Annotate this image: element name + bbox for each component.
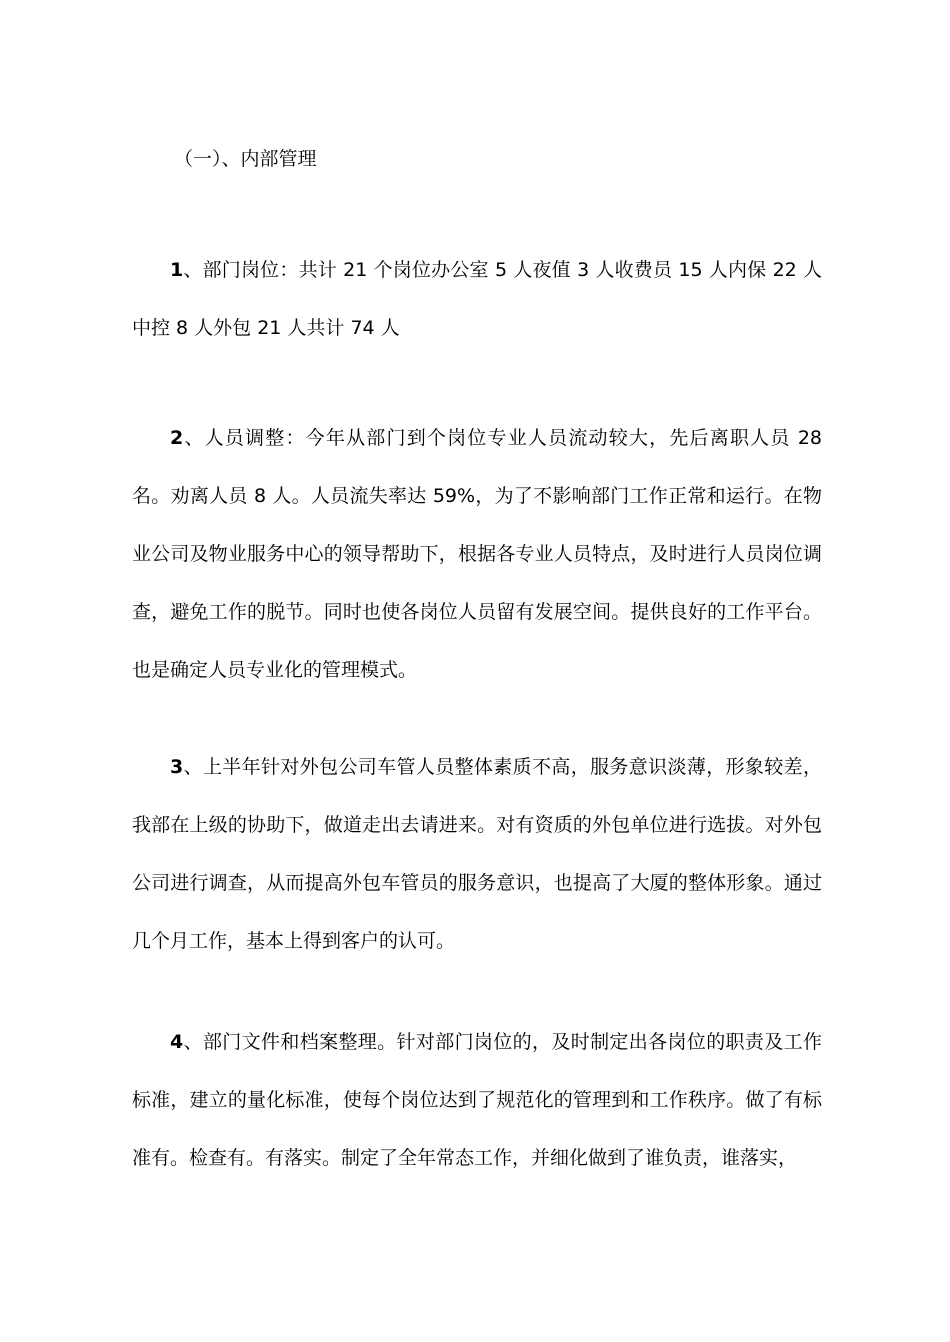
paragraph-text: 、上半年针对外包公司车管人员整体素质不高，服务意识淡薄，形象较差，我部在上级的协助下，做道走出去请进来。对有资质的外包单位进行选拔。对外包公司进行调查，从而提高外包车管员的服务意识，也提高了大厦的整体形象。通过几个月工作，基本上得到客户的认可。 xyxy=(132,756,822,952)
paragraph-text: 、人员调整：今年从部门到个岗位专业人员流动较大，先后离职人员 28 名。劝离人员 8 人。人员流失率达 59%，为了不影响部门工作正常和运行。在物业公司及物业服务中心的领导帮助下，根据各专业人员特点，及时进行人员岗位调查，避免工作的脱节。同时也使各岗位人员留有发展空间。提供良好的工作平台。也是确定人员专业化的管理模式。 xyxy=(132,427,822,681)
paragraph-number: 3 xyxy=(170,756,184,778)
paragraph-1 xyxy=(132,241,822,357)
paragraph-text: 、部门文件和档案整理。针对部门岗位的，及时制定出各岗位的职责及工作标准，建立的量化标准，使每个岗位达到了规范化的管理到和工作秩序。做了有标准有。检查有。有落实。制定了全年常态工作，并细化做到了谁负责，谁落实， xyxy=(132,1031,822,1169)
paragraph-3 xyxy=(132,738,822,970)
paragraph-2 xyxy=(132,409,822,699)
section-heading: （一）、内部管理 xyxy=(174,148,317,170)
paragraph-4 xyxy=(132,1013,822,1187)
paragraph-number: 1 xyxy=(170,259,184,281)
paragraph-number: 4 xyxy=(170,1031,184,1053)
paragraph-number: 2 xyxy=(170,427,184,449)
paragraph-text: 、部门岗位：共计 21 个岗位办公室 5 人夜值 3 人收费员 15 人内保 22 人中控 8 人外包 21 人共计 74 人 xyxy=(132,259,822,339)
